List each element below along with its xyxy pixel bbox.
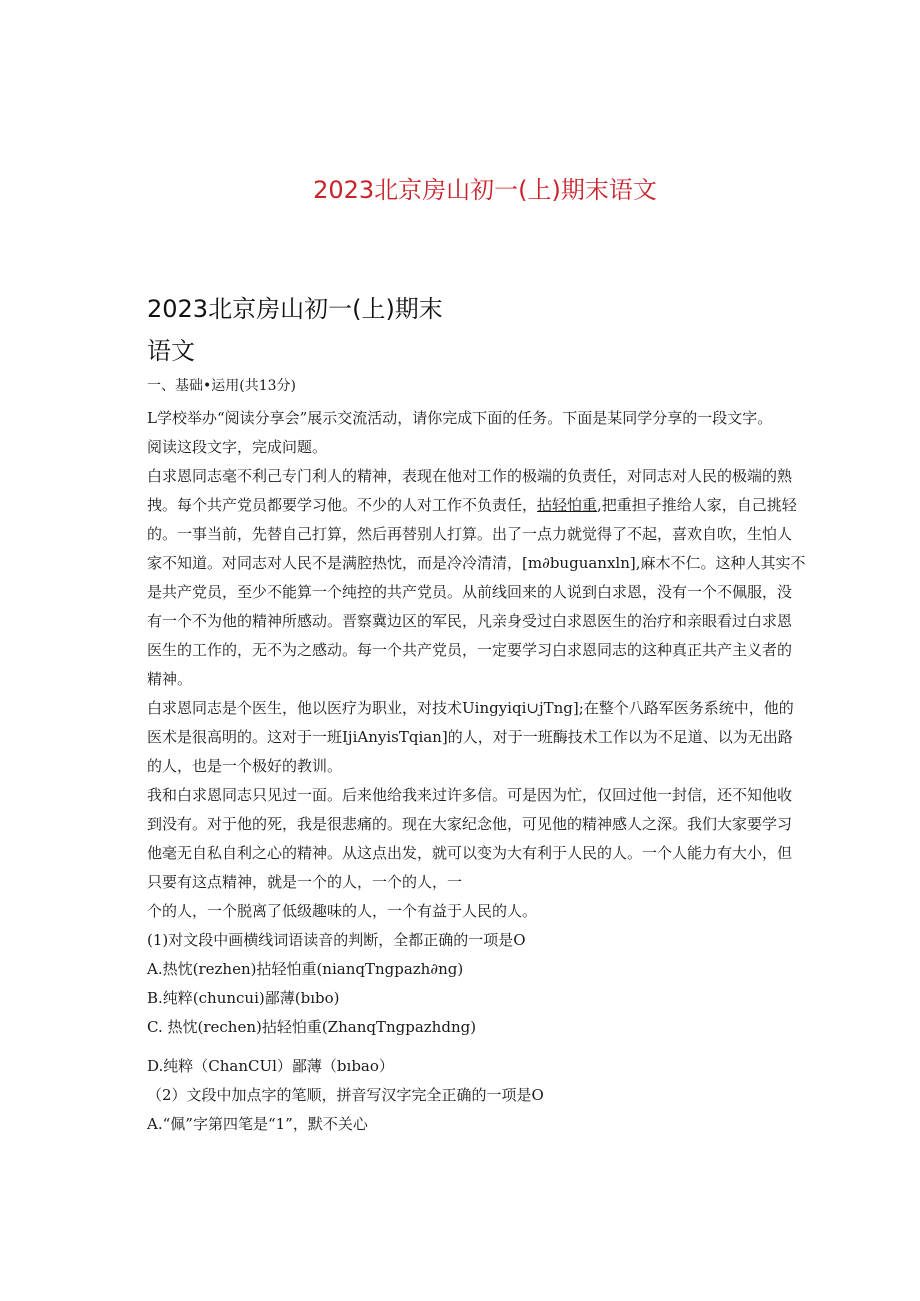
passage-line: 的人，也是一个极好的教训。 (147, 757, 343, 775)
answer-option-a: A.热忱(rezhen)拈轻怕重(nianqTngpazh∂ng) (147, 960, 464, 978)
passage-line: 的。一事当前，先替自己打算，然后再替别人打算。出了一点力就觉得了不起，喜欢自吹，生怕人 (147, 525, 793, 543)
passage-line: 他毫无自私自利之心的精神。从这点出发，就可以变为大有利于人民的人。一个人能力有大小，但 (147, 844, 793, 862)
passage-line: 个的人，一个脱离了低级趣味的人，一个有益于人民的人。 (147, 902, 538, 920)
passage-line: 到没有。对于他的死，我是很悲痛的。现在大家纪念他，可见他的精神感人之深。我们大家要学习 (147, 815, 793, 833)
passage-line: 家不知道。对同志对人民不是满腔热忱，而是冷冷清清，[m∂buguanxln],麻木不仁。这种人其实不 (147, 554, 806, 572)
passage-line: 精神。 (147, 670, 193, 688)
document-title: 2023北京房山初一(上)期末 (147, 295, 443, 323)
answer-option-b: B.纯粹(chuncui)鄙薄(bıbo) (147, 989, 340, 1007)
underlined-word: 拈轻怕重 (537, 496, 598, 514)
passage-line (147, 491, 827, 520)
question-intro-line: 阅读这段文字，完成问题。 (147, 438, 328, 456)
spacer (147, 1042, 827, 1052)
question-stem: （2）文段中加点字的笔顺，拼音写汉字完全正确的一项是O (147, 1086, 544, 1104)
answer-option-d: D.纯粹（ChanCUl）鄙薄（bıbao） (147, 1057, 394, 1075)
passage-line: 医生的工作的，无不为之感动。每一个共产党员，一定要学习白求恩同志的这种真正共产主义者的 (147, 641, 793, 659)
answer-option-c: C. 热忱(rechen)拈轻怕重(ZhanqTngpazhdng) (147, 1018, 477, 1036)
section-heading: 一、基础•运用(共13分) (147, 378, 296, 394)
passage-line: 只要有这点精神，就是一个的人，一个的人，一 (147, 873, 463, 891)
header-title: 2023北京房山初一(上)期末语文 (313, 176, 657, 204)
passage-line: 白求恩同志毫不利己专门利人的精神，表现在他对工作的极端的负责任，对同志对人民的极端的熟 (147, 467, 793, 485)
passage-line: 是共产党员，至少不能算一个纯控的共产党员。从前线回来的人说到白求恩，没有一个不佩服，没 (147, 583, 793, 601)
document-body (147, 290, 827, 1139)
passage-line: 我和白求恩同志只见过一面。后来他给我来过许多信。可是因为忙，仅回过他一封信，还不知他收 (147, 786, 793, 804)
question-intro-line: L学校举办“阅读分享会”展示交流活动，请你完成下面的任务。下面是某同学分享的一段文字。 (147, 409, 773, 427)
question-stem: (1)对文段中画横线词语读音的判断，全都正确的一项是O (147, 931, 526, 949)
document-subtitle: 语文 (147, 337, 195, 365)
passage-line: 白求恩同志是个医生，他以医疗为职业，对技术Uingyiqi∪jTng];在整个八路军医务系统中，他的 (147, 699, 794, 717)
answer-option-a: A.“佩”字第四笔是“1”，默不关心 (147, 1115, 368, 1133)
passage-text: ,把重担子推给人家，自己挑轻 (597, 496, 797, 514)
passage-line: 有一个不为他的精神所感动。晋察冀边区的军民，凡亲身受过白求恩医生的治疗和亲眼看过白求恩 (147, 612, 793, 630)
passage-line: 医术是很高明的。这对于一班IjiAnyisTqian]的人，对于一班酶技术工作以为不足道、以为无出路 (147, 728, 793, 746)
passage-text: 拽。每个共产党员都要学习他。不少的人对工作不负责任， (147, 496, 538, 514)
